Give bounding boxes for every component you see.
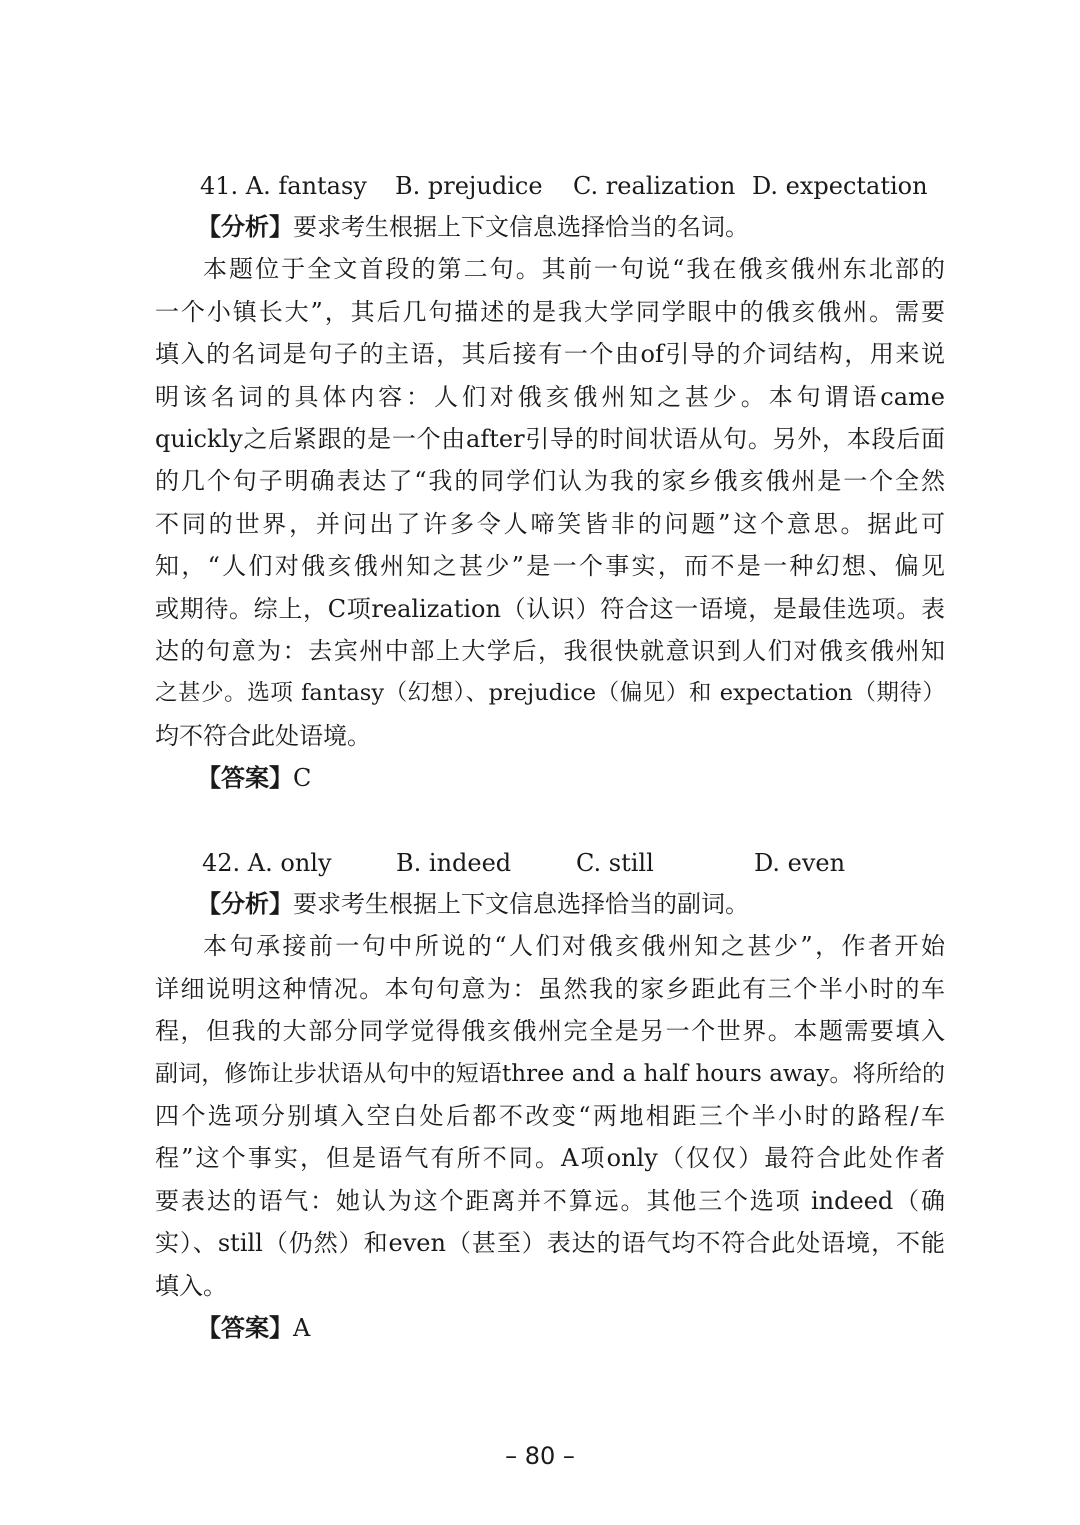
q42-body-line: 详细说明这种情况。本句句意为：虽然我的家乡距此有三个半小时的车 xyxy=(155,974,945,1003)
q41-analysis-heading xyxy=(155,206,945,248)
q41-body-line: 本题位于全文首段的第二句。其前一句说“我在俄亥俄州东北部的 xyxy=(203,255,945,284)
page-number: – 80 – xyxy=(505,1442,575,1470)
q41-analysis-body xyxy=(155,248,945,757)
q41-option-a: 41. A. fantasy xyxy=(200,172,367,200)
q42-answer-tag: 【答案】 xyxy=(197,1313,293,1343)
q42-answer-value: A xyxy=(293,1314,311,1343)
q42-options xyxy=(155,843,945,883)
q42-body-line: 实）、still（仍然）和even（甚至）表达的语气均不符合此处语境，不能 xyxy=(155,1229,945,1258)
q41-body-line: 不同的世界，并问出了许多令人啼笑皆非的问题”这个意思。据此可 xyxy=(155,509,945,538)
q42-analysis-tag: 【分析】 xyxy=(197,889,293,918)
q41-answer-value: C xyxy=(293,764,312,793)
q41-body-line: 之甚少。选项 fantasy（幻想）、prejudice（偏见）和 expectation（期待） xyxy=(155,680,945,707)
question-42 xyxy=(155,843,945,1349)
q41-body-line: 知，“人们对俄亥俄州知之甚少”是一个事实，而不是一种幻想、偏见 xyxy=(155,552,945,581)
q42-analysis-lead: 要求考生根据上下文信息选择恰当的副词。 xyxy=(293,890,749,918)
q41-analysis-tag: 【分析】 xyxy=(197,212,293,241)
q41-body-line: 的几个句子明确表达了“我的同学们认为我的家乡俄亥俄州是一个全然 xyxy=(155,467,945,496)
q41-body-line: 一个小镇长大”，其后几句描述的是我大学同学眼中的俄亥俄州。需要 xyxy=(155,297,945,326)
q41-body-line: 或期待。综上，C项realization（认识）符合这一语境，是最佳选项。表 xyxy=(155,594,945,623)
q42-option-b: B. indeed xyxy=(396,849,512,877)
q42-body-line: 副词，修饰让步状语从句中的短语three and a half hours away。将所给的 xyxy=(155,1060,945,1087)
question-41 xyxy=(155,166,945,799)
q41-options xyxy=(155,166,945,206)
q41-body-line: quickly之后紧跟的是一个由after引导的时间状语从句。另外，本段后面 xyxy=(155,425,945,454)
q42-option-c: C. still xyxy=(576,849,654,877)
q41-body-line: 明该名词的具体内容：人们对俄亥俄州知之甚少。本句谓语came xyxy=(155,382,945,411)
q42-answer xyxy=(155,1307,945,1349)
q42-body-line: 四个选项分别填入空白处后都不改变“两地相距三个半小时的路程/车 xyxy=(155,1102,945,1131)
q42-body-line: 本句承接前一句中所说的“人们对俄亥俄州知之甚少”，作者开始 xyxy=(203,932,945,961)
q42-body-line: 程”这个事实，但是语气有所不同。A项only（仅仅）最符合此处作者 xyxy=(155,1144,945,1173)
q41-body-line: 填入的名词是句子的主语，其后接有一个由of引导的介词结构，用来说 xyxy=(155,340,945,369)
q41-option-d: D. expectation xyxy=(752,172,928,200)
q41-answer-tag: 【答案】 xyxy=(197,763,293,793)
q42-analysis-heading xyxy=(155,883,945,925)
q41-answer xyxy=(155,757,945,799)
q42-analysis-body xyxy=(155,925,945,1307)
q42-body-line: 程，但我的大部分同学觉得俄亥俄州完全是另一个世界。本题需要填入 xyxy=(155,1017,945,1046)
q41-body-line: 均不符合此处语境。 xyxy=(155,721,371,750)
q41-body-line: 达的句意为：去宾州中部上大学后，我很快就意识到人们对俄亥俄州知 xyxy=(155,637,945,666)
q42-option-a: 42. A. only xyxy=(202,849,332,877)
q42-option-d: D. even xyxy=(754,849,846,877)
q42-body-line: 填入。 xyxy=(155,1271,227,1300)
q42-body-line: 要表达的语气：她认为这个距离并不算远。其他三个选项 indeed（确 xyxy=(155,1186,945,1215)
q41-option-c: C. realization xyxy=(573,172,736,200)
q41-option-b: B. prejudice xyxy=(395,172,543,200)
q41-analysis-lead: 要求考生根据上下文信息选择恰当的名词。 xyxy=(293,213,749,241)
